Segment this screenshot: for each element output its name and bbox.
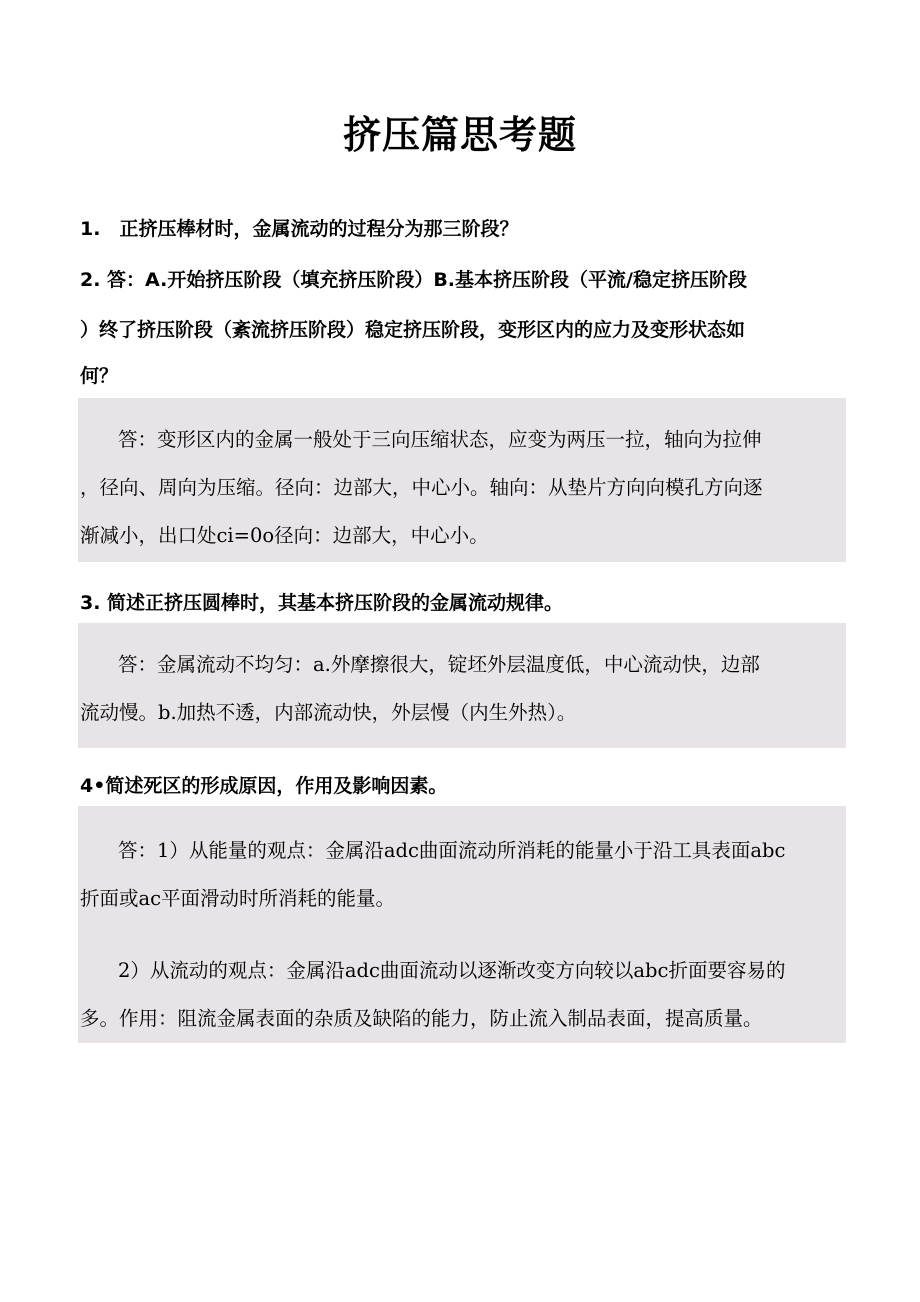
answer-line: 折面或ac平面滑动时所消耗的能量。 (80, 887, 396, 910)
answer-line: 2）从流动的观点：金属沿adc曲面流动以逐渐改变方向较以abc折面要容易的 (118, 959, 786, 982)
question-1 (80, 204, 850, 254)
answer-4-box (78, 806, 846, 1043)
answer-2-box (78, 398, 846, 562)
question-line: ）终了挤压阶段（紊流挤压阶段）稳定挤压阶段，变形区内的应力及变形状态如 (80, 319, 746, 341)
question-4 (80, 761, 850, 811)
question-line: 1. 正挤压棒材时，金属流动的过程分为那三阶段？ (80, 218, 519, 240)
answer-line: 答：金属流动不均匀：a.外摩擦很大，锭坯外层温度低，中心流动快，边部 (118, 653, 760, 676)
answer-line: 流动慢。b.加热不透，内部流动快，外层慢（内生外热）。 (80, 701, 577, 724)
answer-line: 渐减小，出口处ci=0o径向：边部大，中心小。 (80, 524, 489, 547)
question-line: 2. 答：A.开始挤压阶段（填充挤压阶段）B.基本挤压阶段（平流/稳定挤压阶段 (80, 269, 747, 291)
answer-line: 答：变形区内的金属一般处于三向压缩状态，应变为两压一拉，轴向为拉伸 (118, 428, 762, 451)
answer-line: 答：1）从能量的观点：金属沿adc曲面流动所消耗的能量小于沿工具表面abc (118, 839, 786, 862)
answer-line: ，径向、周向为压缩。径向：边部大，中心小。轴向：从垫片方向向模孔方向逐 (80, 476, 763, 499)
question-2 (80, 255, 850, 397)
page-title: 挤压篇思考题 (342, 113, 577, 157)
question-line: 4•简述死区的形成原因，作用及影响因素。 (80, 775, 448, 797)
answer-3-box (78, 623, 846, 748)
question-line: 3. 简述正挤压圆棒时，其基本挤压阶段的金属流动规律。 (80, 592, 564, 614)
question-3 (80, 578, 850, 628)
answer-line: 多。作用：阻流金属表面的杂质及缺陷的能力，防止流入制品表面，提高质量。 (80, 1007, 763, 1030)
question-line: 何？ (80, 365, 119, 387)
